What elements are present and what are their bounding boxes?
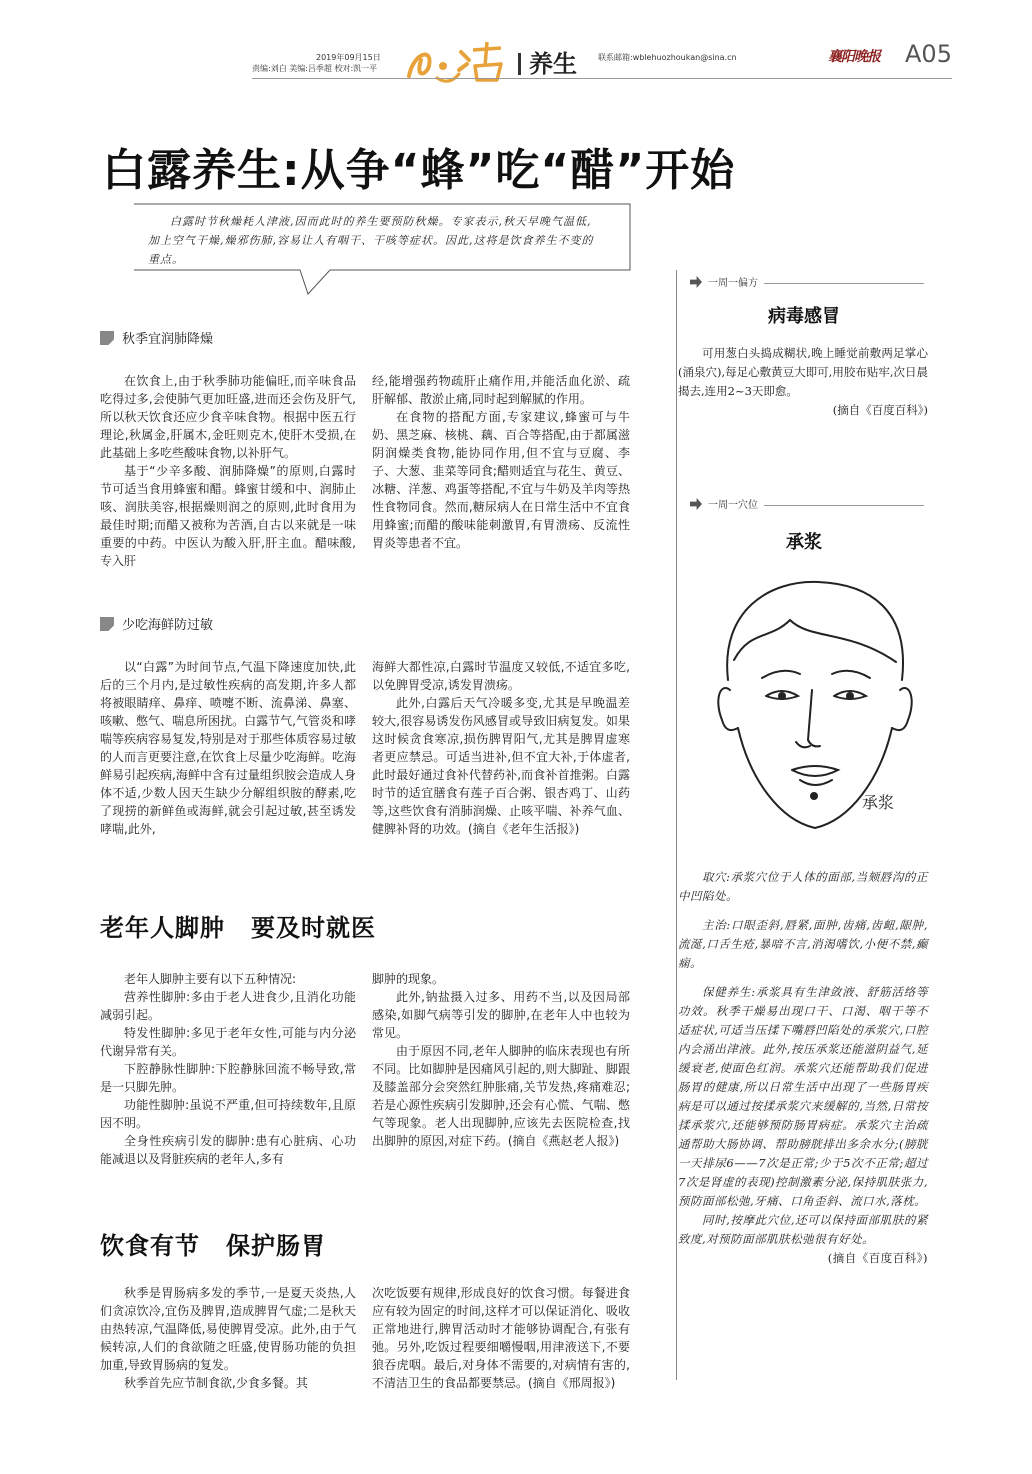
- arrow-icon: [690, 498, 702, 510]
- paragraph: 此外,白露后天气冷暖多变,尤其是早晚温差较大,很容易诱发伤风感冒或导致旧病复发。如果这时候贪食寒凉,损伤脾胃阳气,尤其是脾胃虚寒者更应禁忌。可适当进补,但不宜大补,于体虚者,此时最好通过食补代替药补,而食补首推粥。白露时节的适宜膳食有莲子百合粥、银杏鸡丁、山药等,这些饮食有消肺润燥、止咳平喘、补养气血、健脾补肾的功效。(摘自《老年生活报》): [372, 696, 630, 836]
- paragraph: 海鲜大都性凉,白露时节温度又较低,不适宜多吃,以免脾胃受凉,诱发胃溃疡。: [372, 660, 630, 692]
- intro-text: 白露时节秋燥耗人津液,因而此时的养生要预防秋燥。专家表示,秋天早晚气温低,加上空气干燥,燥邪伤肺,容易让人有咽干、干咳等症状。因此,这将是饮食养生不变的重点。: [148, 215, 594, 266]
- paragraph: 可用葱白头捣成糊状,晚上睡觉前敷两足掌心(涌泉穴),每足心敷黄豆大即可,用胶布贴牢,次日晨揭去,连用2~3天即愈。: [678, 346, 928, 398]
- header-meta: [252, 52, 381, 74]
- staff-credits: 责编:刘白 美编:吕季超 校对:凯一平: [252, 64, 378, 73]
- article2-title: [100, 908, 376, 943]
- sidebar-tag-acupoint: [690, 496, 930, 511]
- subhead-seafood-allergy: [100, 614, 213, 633]
- article3-col1: [100, 1284, 356, 1392]
- article3-col2: [372, 1284, 630, 1392]
- paragraph: 老年人脚肿主要有以下五种情况:: [124, 972, 297, 986]
- subhead-autumn-lung: [100, 328, 213, 347]
- newspaper-name: 襄阳晚报: [828, 49, 880, 65]
- paragraph: 同时,按摩此穴位,还可以保持面部肌肤的紧致度,对预防面部肌肤松弛很有好处。: [678, 1213, 928, 1246]
- header-rule: [252, 78, 952, 79]
- tag-rule: [764, 283, 924, 284]
- title-part: 保护肠胃: [226, 1232, 326, 1260]
- page-title: 白露养生:从争“蜂”吃“醋”开始: [102, 145, 736, 196]
- source-citation: (摘自《百度百科》): [827, 1251, 928, 1265]
- paragraph: 主治:口眼歪斜,唇紧,面肿,齿痛,齿衄,龈肿,流涎,口舌生疮,暴喑不言,消渴嗜饮,小便不禁,癫痫。: [678, 918, 928, 970]
- sidebar-tag-remedy: [690, 274, 930, 289]
- chengjiang-point: [810, 792, 818, 800]
- face-illustration: [700, 570, 930, 850]
- contact-email: 联系邮箱:wblehuozhoukan@sina.cn: [598, 53, 737, 62]
- sidebar-divider: [676, 270, 677, 1380]
- section-name: [518, 44, 577, 79]
- paragraph: 此外,钠盐摄入过多、用药不当,以及因局部感染,如脚气病等引发的脚肿,在老年人中也较为常见。: [372, 990, 630, 1040]
- section-label: 养生: [529, 50, 577, 78]
- article1-col1: [100, 372, 356, 570]
- acupoint-label: 承浆: [862, 793, 895, 812]
- subhead-label: 秋季宜润肺降燥: [122, 332, 214, 347]
- article2-col1: [100, 970, 356, 1168]
- paragraph: 在食物的搭配方面,专家建议,蜂蜜可与牛奶、黑芝麻、核桃、藕、百合等搭配,由于都属滋阴润燥类食物,能协同作用,但不宜与豆腐、李子、大葱、韭菜等同食;醋则适宜与花生、黄豆、冰糖、洋葱、鸡蛋等搭配,不宜与牛奶及羊肉等热性食物同食。然而,糖尿病人在日常生活中不宜食用蜂蜜;而醋的酸味能刺激胃,有胃溃疡、反流性胃炎等患者不宜。: [372, 410, 630, 550]
- section-divider: [518, 53, 521, 75]
- title-part: 饮食有节: [100, 1232, 200, 1260]
- subhead-marker-icon: [100, 617, 114, 631]
- paragraph: 功能性脚肿:虽说不严重,但可持续数年,且原因不明。: [100, 1098, 356, 1130]
- paragraph: 由于原因不同,老年人脚肿的临床表现也有所不同。比如脚肿是因痛风引起的,则大脚趾、脚跟及膝盖部分会突然红肿胀痛,关节发热,疼痛难忍;若是心源性疾病引发脚肿,还会有心慌、气喘、憋气等现象。老人出现脚肿,应该先去医院检查,找出脚肿的原因,对症下药。(摘自《燕赵老人报》): [372, 1044, 630, 1148]
- article3-title: [100, 1226, 326, 1261]
- issue-date: 2019年09月15日: [316, 53, 381, 62]
- paragraph: 全身性疾病引发的脚肿:患有心脏病、心功能减退以及肾脏疾病的老年人,多有: [100, 1134, 356, 1166]
- article1-col2: [372, 372, 630, 552]
- source-citation: (摘自《百度百科》): [832, 403, 928, 417]
- sidebar-title-cold: 病毒感冒: [768, 306, 840, 327]
- sidebar-title-chengjiang: 承浆: [786, 532, 822, 553]
- paragraph: 保健养生:承浆具有生津敛液、舒筋活络等功效。秋季干燥易出现口干、口渴、咽干等不适症状,可适当压揉下嘴唇凹陷处的承浆穴,口腔内会涌出津液。此外,按压承浆还能滋阴益气,延缓衰老,使面色红润。承浆穴还能帮助我们促进肠胃的健康,所以日常生活中出现了一些肠胃疾病是可以通过按揉承浆穴来缓解的,当然,日常按揉承浆穴,还能够预防肠胃病症。承浆穴主治疏通帮助大肠协调、帮助膀胱排出多余水分;(膀胱一天排尿6——7次是正常;少于5次不正常;超过7次是肾虚的表现)控制激素分泌,保持肌肤张力,预防面部松弛,牙痛、口角歪斜、流口水,落枕。: [678, 985, 928, 1208]
- paragraph: 次吃饭要有规律,形成良好的饮食习惯。每餐进食应有较为固定的时间,这样才可以保证消化、吸收正常地进行,脾胃活动时才能够协调配合,有张有弛。另外,吃饭过程要细嚼慢咽,用津液送下,不要狼吞虎咽。最后,对身体不需要的,对病情有害的,不清洁卫生的食品都要禁忌。(摘自《邢周报》): [372, 1286, 630, 1390]
- sidebar-remedy-text: [678, 344, 928, 420]
- article1-col4: [372, 658, 630, 838]
- paragraph: 取穴:承浆穴位于人体的面部,当颏唇沟的正中凹陷处。: [678, 870, 928, 903]
- arrow-icon: [690, 276, 702, 288]
- tag-label: 一周一穴位: [708, 500, 758, 511]
- paragraph: 以“白露”为时间节点,气温下降速度加快,此后的三个月内,是过敏性疾病的高发期,许多人都将被眼睛痒、鼻痒、喷嚏不断、流鼻涕、鼻塞、咳嗽、憋气、喘息所困扰。白露节气,气管炎和哮喘等疾病容易复发,特别是对于那些体质容易过敏的人而言更要注意,在饮食上尽量少吃海鲜。吃海鲜易引起疾病,海鲜中含有过量组织胺会造成人身体不适,少数人因天生缺少分解组织胺的酵素,吃了现捞的新鲜鱼或海鲜,就会引起过敏,甚至诱发哮喘,此外,: [100, 660, 356, 836]
- paragraph: 下腔静脉性脚肿:下腔静脉回流不畅导致,常是一只脚先肿。: [100, 1062, 356, 1094]
- paragraph: 特发性脚肿:多见于老年女性,可能与内分泌代谢异常有关。: [100, 1026, 356, 1058]
- paragraph: 经,能增强药物疏肝止痛作用,并能活血化淤、疏肝解郁、散淤止痛,同时起到解腻的作用。: [372, 374, 630, 406]
- article1-col3: [100, 658, 356, 838]
- tag-rule: [764, 505, 924, 506]
- paragraph: 营养性脚肿:多由于老人进食少,且消化功能减弱引起。: [100, 990, 356, 1022]
- paragraph: 秋季是胃肠病多发的季节,一是夏天炎热,人们贪凉饮冷,宜伤及脾胃,造成脾胃气虚;二是秋天由热转凉,气温降低,易使脾胃受凉。此外,由于气候转凉,人们的食欲随之旺盛,使胃肠功能的负担加重,导致胃肠病的复发。: [100, 1286, 356, 1372]
- subhead-label: 少吃海鲜防过敏: [122, 618, 214, 633]
- article2-col2: [372, 970, 630, 1150]
- subhead-marker-icon: [100, 331, 114, 345]
- tag-label: 一周一偏方: [708, 278, 758, 289]
- title-part: 要及时就医: [251, 914, 376, 942]
- paragraph: 在饮食上,由于秋季肺功能偏旺,而辛味食品吃得过多,会使肺气更加旺盛,进而还会伤及肝气,所以秋天饮食还应少食辛味食物。根据中医五行理论,秋属金,肝属木,金旺则克木,使肝木受损,在此基础上多吃些酸味食物,以补肝气。: [100, 374, 356, 460]
- paragraph: 秋季首先应节制食欲,少食多餐。其: [124, 1376, 308, 1390]
- sidebar-acupoint-text: [678, 868, 928, 1268]
- paragraph: 脚肿的现象。: [372, 972, 445, 986]
- title-part: 老年人脚肿: [100, 914, 225, 942]
- paragraph: 基于“少辛多酸、润肺降燥”的原则,白露时节可适当食用蜂蜜和醋。蜂蜜甘缓和中、润肺止咳、润肤美容,根据燥则润之的原则,此时食用为最佳时期;而醋又被称为苦酒,自古以来就是一味重要的中药。中医认为酸入肝,肝主血。醋味酸,专入肝: [100, 464, 356, 568]
- page-number: A05: [905, 40, 952, 68]
